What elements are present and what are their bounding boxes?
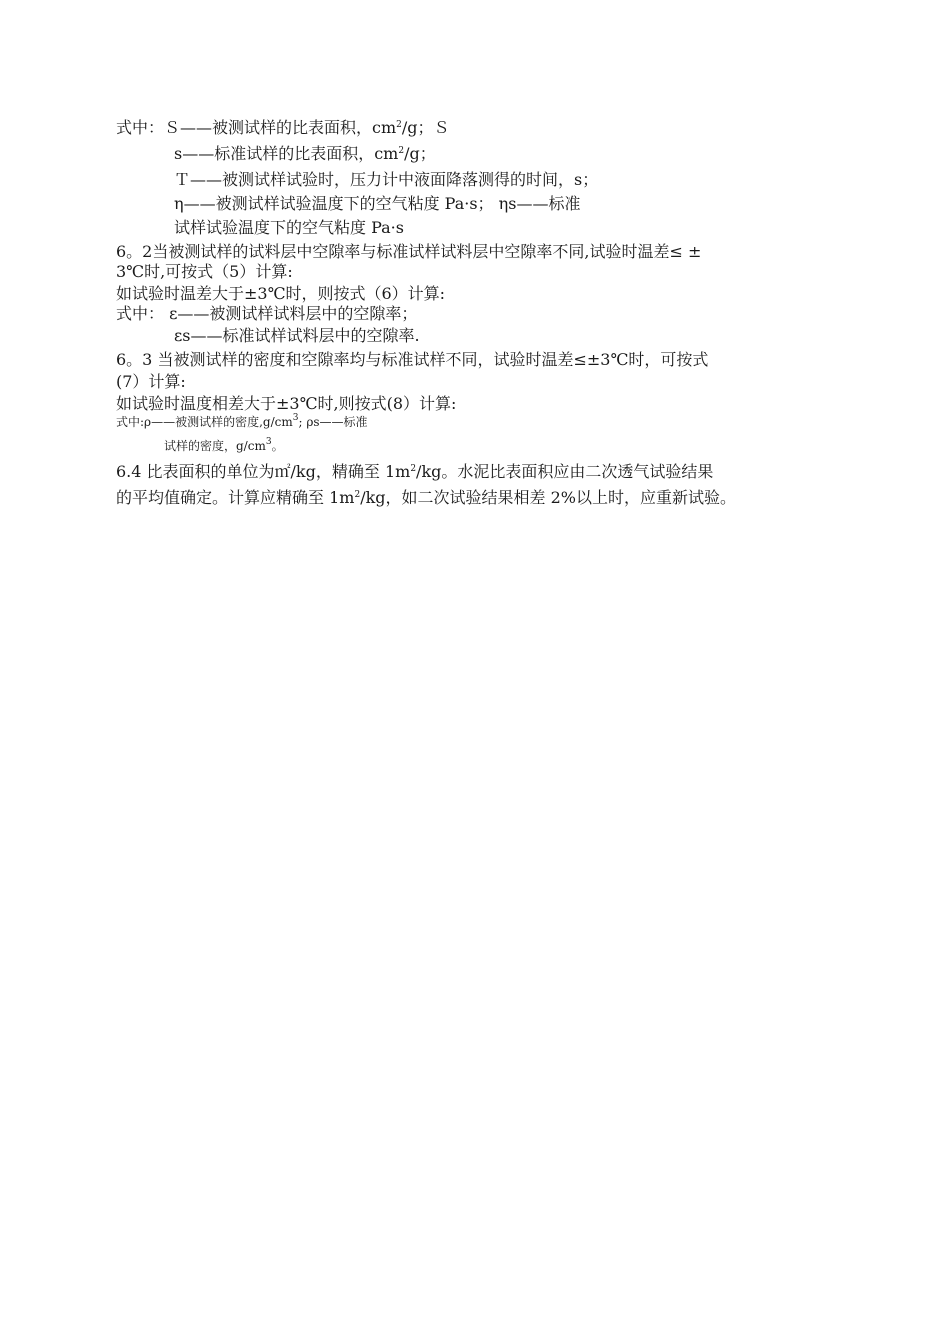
rho-definition bbox=[116, 414, 368, 430]
eta-s-definition-cont: 试样试验温度下的空气粘度 Pa·s bbox=[174, 218, 404, 237]
text: /kg。水泥比表面积应由二次透气试验结果 bbox=[416, 462, 714, 481]
eta-definition: η——被测试样试验温度下的空气粘度 Pa·s； ηs——标准 bbox=[174, 194, 581, 213]
epsilon-definition: 式中： ε——被测试样试料层中的空隙率； bbox=[116, 304, 418, 323]
text: /kg，如二次试验结果相差 2%以上时，应重新试验。 bbox=[360, 488, 736, 507]
section-6-4-heading bbox=[116, 462, 713, 482]
where-s-definition bbox=[116, 118, 450, 138]
text: /g；Ｓ bbox=[401, 118, 450, 137]
text: 的平均值确定。计算应精确至 1m bbox=[116, 488, 355, 507]
superscript: 3 bbox=[265, 437, 272, 447]
rho-s-definition bbox=[164, 438, 284, 454]
text: 试样的密度，g/cm bbox=[164, 439, 266, 453]
text: 式中：Ｓ——被测试样的比表面积，cm bbox=[116, 118, 397, 137]
text: 。 bbox=[271, 439, 284, 453]
section-6-3-formula-8: 如试验时温度相差大于±3℃时,则按式(8）计算: bbox=[116, 394, 457, 413]
text: /g； bbox=[404, 144, 436, 163]
text: s——标准试样的比表面积，cm bbox=[174, 144, 399, 163]
superscript: 2 bbox=[410, 464, 417, 474]
superscript: 3 bbox=[292, 413, 299, 423]
section-6-3-cont: (7）计算: bbox=[116, 372, 186, 391]
superscript: 2 bbox=[396, 120, 402, 130]
t-definition: Ｔ——被测试样试验时，压力计中液面降落测得的时间，s； bbox=[174, 170, 599, 189]
epsilon-s-definition: εs——标准试样试料层中的空隙率. bbox=[174, 326, 420, 345]
text: ; ρs——标准 bbox=[298, 415, 368, 429]
superscript: 2 bbox=[354, 490, 361, 500]
ss-definition bbox=[174, 144, 436, 164]
text: 6.4 比表面积的单位为㎡/kg，精确至 1m bbox=[116, 462, 411, 481]
text: 式中:ρ——被测试样的密度,g/cm bbox=[116, 415, 293, 429]
section-6-4-cont bbox=[116, 488, 736, 508]
section-6-2-formula-6: 如试验时温差大于±3℃时，则按式（6）计算: bbox=[116, 284, 446, 303]
section-6-2-heading: 6。2当被测试样的试料层中空隙率与标准试样试料层中空隙率不同,试验时温差≤ ± bbox=[116, 242, 702, 261]
superscript: 2 bbox=[398, 146, 405, 156]
section-6-2-cont: 3℃时,可按式（5）计算: bbox=[116, 262, 293, 281]
section-6-3-heading: 6。3 当被测试样的密度和空隙率均与标准试样不同，试验时温差≤±3℃时，可按式 bbox=[116, 350, 709, 369]
